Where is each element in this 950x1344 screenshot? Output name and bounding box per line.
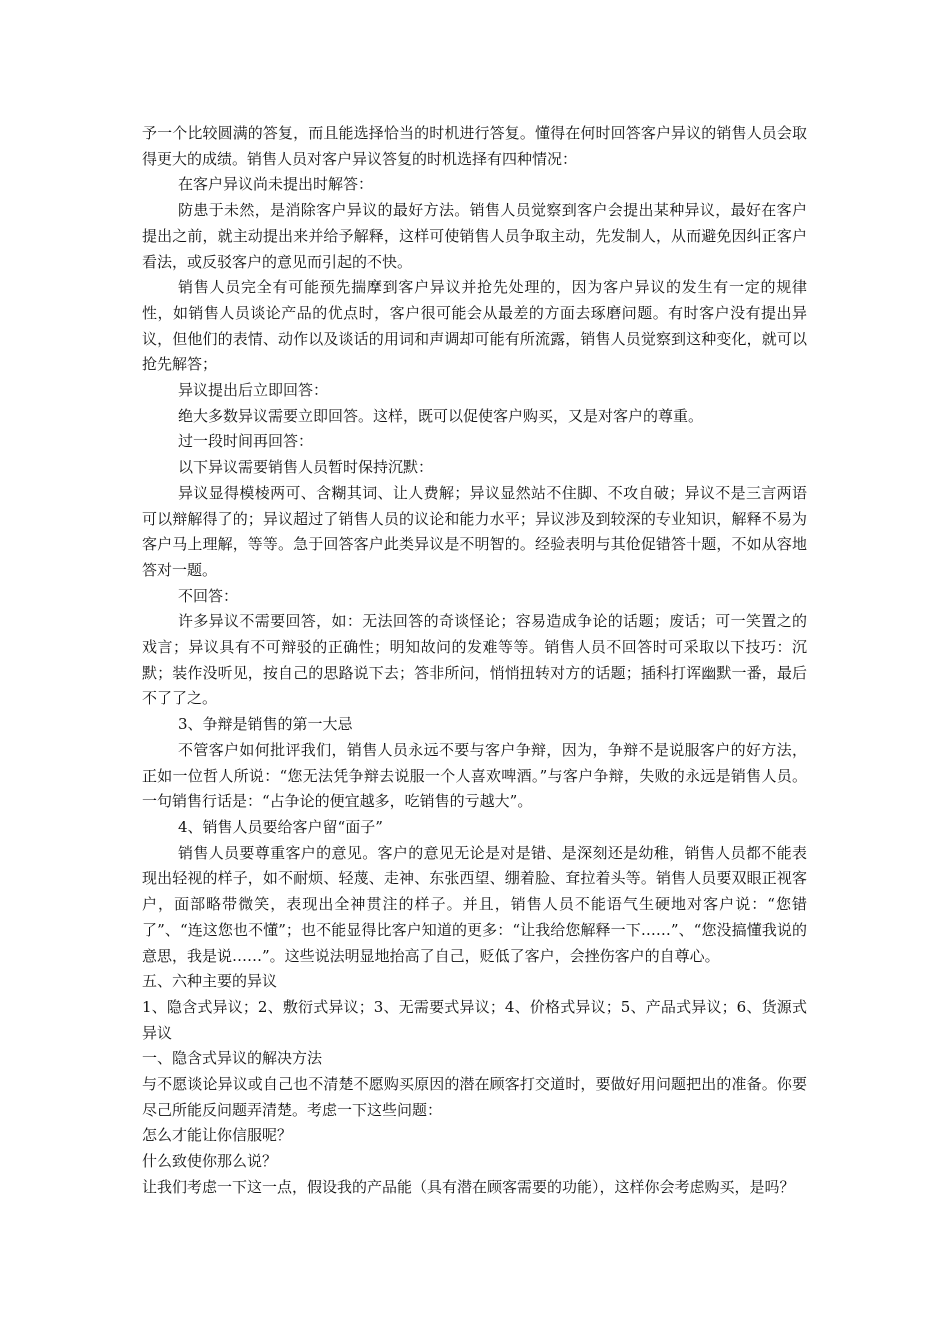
paragraph-9: 异议显得模棱两可、含糊其词、让人费解；异议显然站不住脚、不攻自破；异议不是三言两语可以辩解得了的；异议超过了销售人员的议论和能力水平；异议涉及到较深的专业知识，解释不易为客户马上理解，等等。急于回答客户此类异议是不明智的。经验表明与其伧促错答十题，不如从容地答对一题。 <box>142 483 807 579</box>
objection-types-list: 1、隐含式异议；2、敷衍式异议；3、无需要式异议；4、价格式异议；5、产品式异议；6、货源式异议 <box>142 997 807 1042</box>
section-heading-4: 4、销售人员要给客户留“面子” <box>178 817 383 836</box>
paragraph-11: 许多异议不需要回答，如：无法回答的奇谈怪论；容易造成争论的话题；废话；可一笑置之的戏言；异议具有不可辩驳的正确性；明知故问的发难等等。销售人员不回答时可采取以下技巧：沉默；装作没听见，按自己的思路说下去；答非所问，悄悄扭转对方的话题；插科打诨幽默一番，最后不了了之。 <box>142 612 807 708</box>
section-heading-3: 3、争辩是销售的第一大忌 <box>178 715 353 734</box>
subheading-1: 一、隐含式异议的解决方法 <box>142 1049 323 1068</box>
paragraph-6: 绝大多数异议需要立即回答。这样，既可以促使客户购买，又是对客户的尊重。 <box>178 406 704 425</box>
paragraph-15: 销售人员要尊重客户的意见。客户的意见无论是对是错、是深刻还是幼稚，销售人员都不能表现出轻视的样子，如不耐烦、轻蔑、走神、东张西望、绷着脸、耷拉着头等。销售人员要双眼正视客户，面部略带微笑，表现出全神贯注的样子。并且，销售人员不能语气生硬地对客户说：“您错了”、“连这您也不懂”；也不能显得比客户知道的更多：“让我给您解释一下……”、“您没搞懂我说的意思，我是说……”。这些说法明显地抬高了自己，贬低了客户，会挫伤客户的自尊心。 <box>142 843 807 965</box>
paragraph-19: 与不愿谈论异议或自己也不清楚不愿购买原因的潜在顾客打交道时，要做好用问题把出的准备。你要尽己所能反问题弄清楚。考虑一下这些问题： <box>142 1075 807 1119</box>
paragraph-3: 防患于未然，是消除客户异议的最好方法。销售人员觉察到客户会提出某种异议，最好在客户提出之前，就主动提出来并给予解释，这样可使销售人员争取主动，先发制人，从而避免因纠正客户看法，或反驳客户的意见而引起的不快。 <box>142 201 807 271</box>
paragraph-1: 予一个比较圆满的答复，而且能选择恰当的时机进行答复。懂得在何时回答客户异议的销售人员会取得更大的成绩。销售人员对客户异议答复的时机选择有四种情况： <box>142 124 807 168</box>
paragraph-7: 过一段时间再回答： <box>178 432 314 451</box>
paragraph-13: 不管客户如何批评我们，销售人员永远不要与客户争辩，因为，争辩不是说服客户的好方法，正如一位哲人所说：“您无法凭争辩去说服一个人喜欢啤酒。”与客户争辩，失败的永远是销售人员。一句销售行话是：“占争论的便宜越多，吃销售的亏越大”。 <box>142 740 807 811</box>
paragraph-2: 在客户异议尚未提出时解答： <box>178 175 374 194</box>
question-2: 什么致使你那么说？ <box>142 1152 278 1171</box>
paragraph-10: 不回答： <box>178 586 239 605</box>
paragraph-5: 异议提出后立即回答： <box>178 381 329 400</box>
document-page <box>142 121 807 1201</box>
question-1: 怎么才能让你信服呢？ <box>142 1126 293 1145</box>
paragraph-4: 销售人员完全有可能预先揣摩到客户异议并抢先处理的，因为客户异议的发生有一定的规律性，如销售人员谈论产品的优点时，客户很可能会从最差的方面去琢磨问题。有时客户没有提出异议，但他们的表情、动作以及谈话的用词和声调却可能有所流露，销售人员觉察到这种变化，就可以抢先解答； <box>142 278 807 374</box>
question-3: 让我们考虑一下这一点，假设我的产品能（具有潜在顾客需要的功能），这样你会考虑购买，是吗？ <box>142 1177 795 1196</box>
paragraph-8: 以下异议需要销售人员暂时保持沉默： <box>178 458 434 477</box>
chapter-heading-5: 五、六种主要的异议 <box>142 972 278 991</box>
